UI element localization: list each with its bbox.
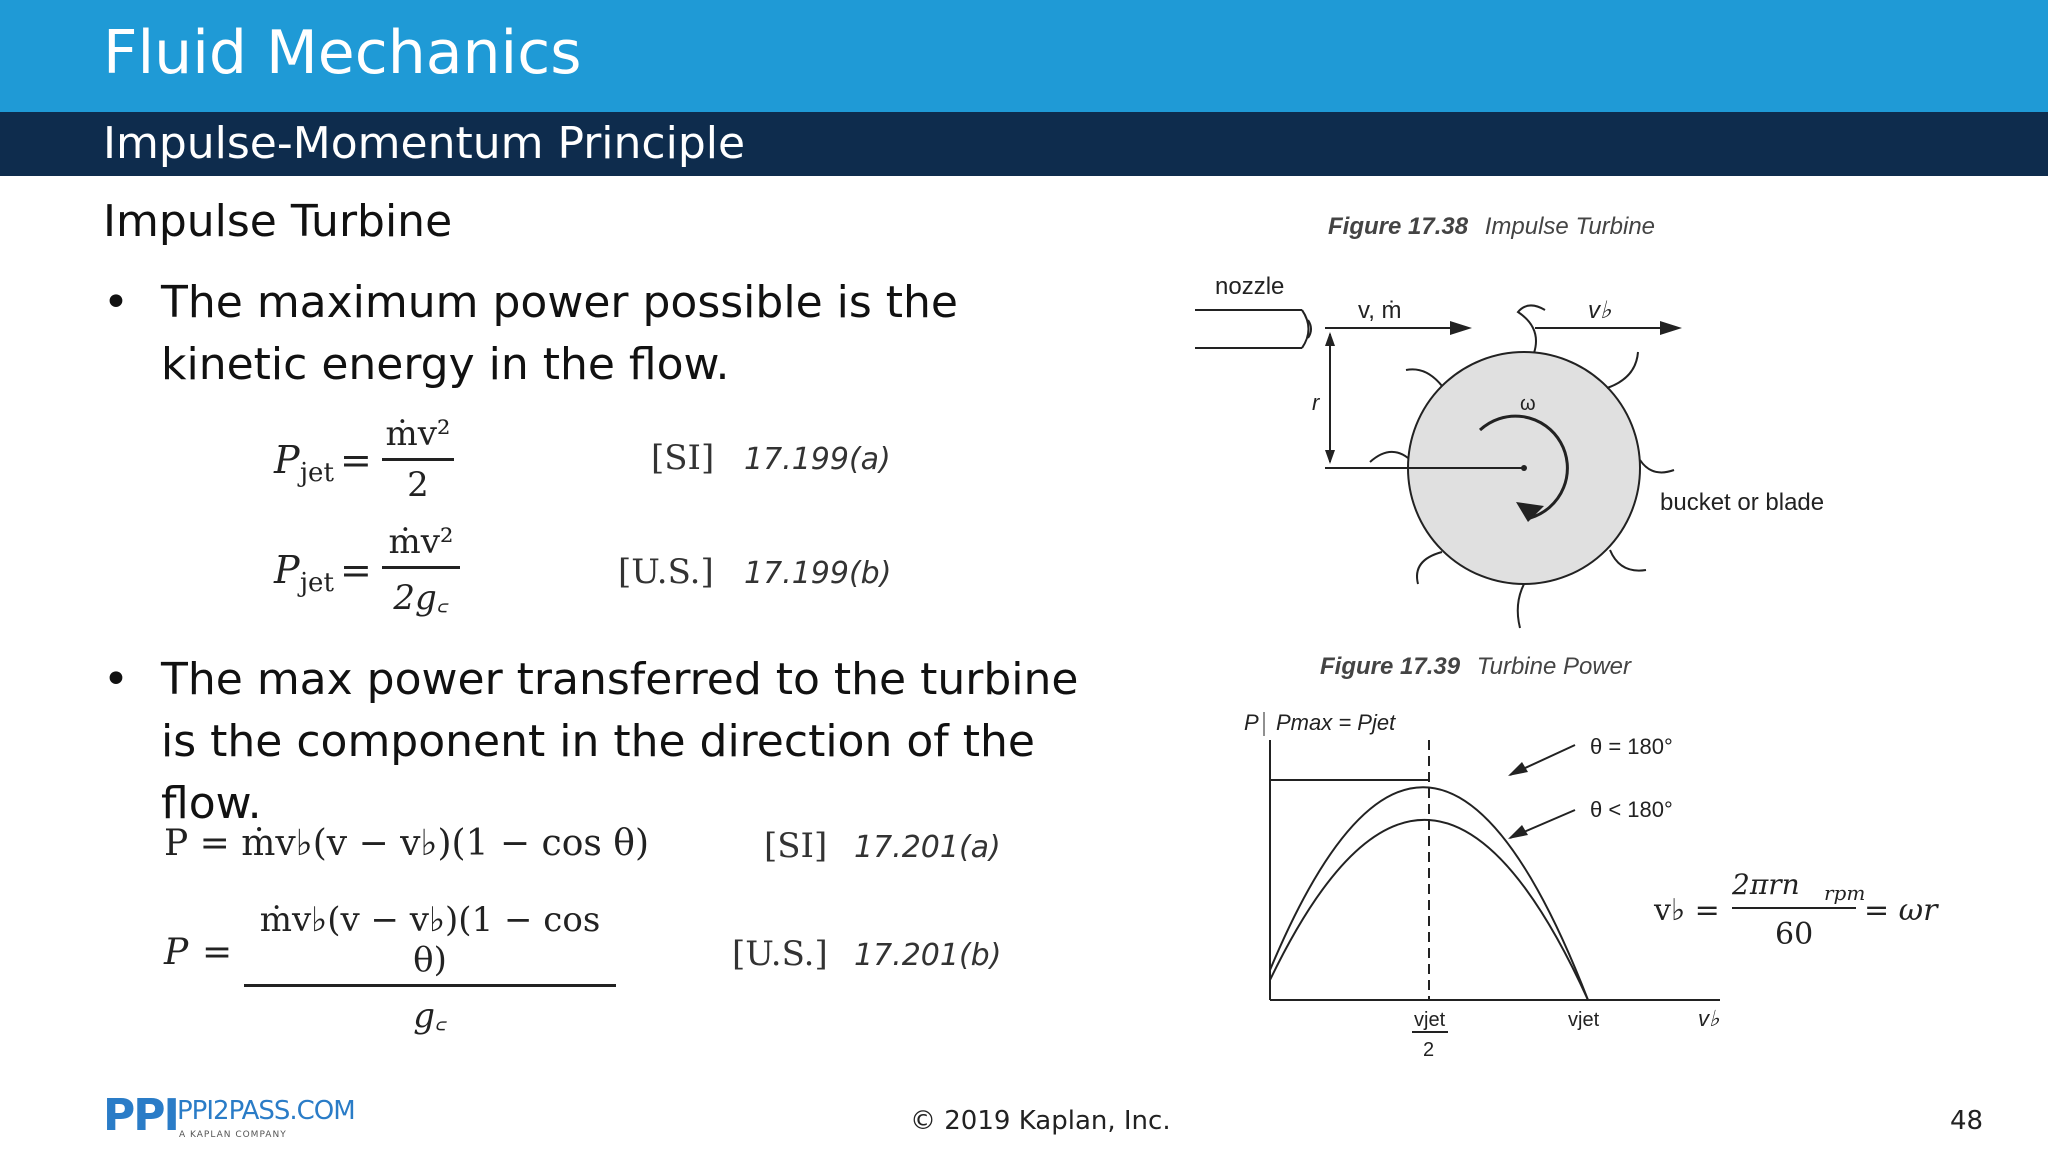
y-axis-label: P bbox=[1244, 710, 1259, 735]
bullet-text: The maximum power possible is the kinetic energy in the flow. bbox=[161, 277, 958, 390]
nozzle-label: nozzle bbox=[1215, 273, 1285, 300]
theta-less-arrowhead bbox=[1508, 825, 1528, 839]
eq-unit-us: [U.S.] bbox=[618, 552, 714, 592]
eq-operator: = bbox=[340, 548, 372, 592]
eq-unit-us: [U.S.] bbox=[732, 934, 828, 974]
eq-lhs-var: P bbox=[274, 548, 300, 592]
eq-unit-si: [SI] bbox=[764, 826, 828, 866]
formula-numerator: 2πrn bbox=[1732, 868, 1800, 901]
omega-label: ω bbox=[1520, 393, 1536, 415]
figure-caption-1 bbox=[1328, 213, 1655, 240]
logo-subtitle: A KAPLAN COMPANY bbox=[179, 1130, 287, 1140]
figure-title: Impulse Turbine bbox=[1484, 213, 1656, 240]
x-axis-label: v♭ bbox=[1698, 1006, 1720, 1031]
formula-lhs: v♭ = bbox=[1654, 893, 1720, 928]
nozzle-shape bbox=[1195, 310, 1311, 348]
theta180-arrowhead bbox=[1508, 762, 1528, 776]
bullet-text: The max power transferred to the turbine is the component in the direction of the flow. bbox=[161, 654, 1079, 829]
copyright-text: © 2019 Kaplan, Inc. bbox=[910, 1106, 1171, 1136]
eq-numerator: ṁv² bbox=[385, 414, 451, 454]
eq-fraction-bar bbox=[382, 566, 460, 569]
slide-title: Fluid Mechanics bbox=[103, 18, 582, 88]
formula-numerator-sub: rpm bbox=[1824, 881, 1866, 905]
theta180-label: θ = 180° bbox=[1590, 734, 1673, 759]
formula-denominator: 60 bbox=[1775, 917, 1814, 952]
blade-velocity-label: v♭ bbox=[1588, 297, 1612, 324]
eq-lhs-var: P bbox=[274, 438, 300, 482]
eq-number: 17.199(a) bbox=[744, 442, 891, 477]
eq-number: 17.199(b) bbox=[744, 556, 892, 591]
radius-label: r bbox=[1312, 390, 1320, 415]
blade-velocity-arrowhead bbox=[1660, 321, 1682, 335]
slide-subtitle: Impulse-Momentum Principle bbox=[103, 118, 746, 169]
figures-panel bbox=[1180, 200, 1980, 1070]
page-number: 48 bbox=[1950, 1106, 1984, 1136]
eq-denominator: 2 bbox=[407, 465, 429, 505]
section-heading: Impulse Turbine bbox=[103, 196, 453, 247]
figure-number: Figure 17.39 bbox=[1320, 653, 1461, 680]
eq-denominator: g꜀ bbox=[413, 996, 447, 1036]
eq-lhs-sub: jet bbox=[300, 458, 334, 488]
tick-vjet-half-num: vjet bbox=[1414, 1009, 1446, 1031]
wheel-center bbox=[1521, 465, 1527, 471]
bullet-marker: • bbox=[103, 277, 129, 328]
figure-caption-2 bbox=[1320, 653, 1632, 680]
tick-vjet: vjet bbox=[1568, 1009, 1600, 1031]
eq-fraction bbox=[382, 414, 454, 505]
eq-number: 17.201(a) bbox=[854, 830, 1001, 865]
eq-number: 17.201(b) bbox=[854, 938, 1002, 973]
eq-lhs-var: P bbox=[164, 932, 189, 973]
eq-operator: = bbox=[202, 932, 233, 973]
logo-mark: PPI bbox=[103, 1090, 178, 1141]
equation-17-201b bbox=[164, 900, 624, 1036]
eq-unit-si: [SI] bbox=[651, 438, 715, 478]
eq-fraction-bar bbox=[382, 458, 454, 461]
eq-operator: = bbox=[340, 438, 372, 482]
pmax-label: Pmax = Pjet bbox=[1276, 710, 1396, 735]
logo-site-text: PPI2PASS.COM bbox=[177, 1096, 355, 1126]
figure-title: Turbine Power bbox=[1476, 653, 1632, 680]
ppi-logo[interactable] bbox=[103, 1090, 355, 1141]
blade-velocity-formula bbox=[1653, 868, 1939, 952]
eq-lhs-sub: jet bbox=[300, 568, 334, 598]
eq-denominator: 2g꜀ bbox=[393, 578, 449, 618]
bullet-item bbox=[103, 649, 1083, 829]
equation-17-199a bbox=[274, 414, 694, 514]
eq-fraction-bar bbox=[244, 984, 616, 987]
jet-label: v, ṁ bbox=[1358, 297, 1402, 324]
eq-fraction bbox=[244, 900, 616, 1037]
radius-arrow-top bbox=[1325, 332, 1335, 346]
figure-number: Figure 17.38 bbox=[1328, 213, 1469, 240]
eq-numerator: ṁv♭(v − v♭)(1 − cos θ) bbox=[259, 900, 601, 980]
theta-less-label: θ < 180° bbox=[1590, 797, 1673, 822]
eq-numerator: ṁv² bbox=[388, 522, 454, 562]
radius-arrow-bottom bbox=[1325, 450, 1335, 464]
bullet-item bbox=[103, 272, 1083, 402]
equation-17-201a: P = ṁv♭(v − v♭)(1 − cos θ) bbox=[164, 823, 649, 864]
bullet-marker: • bbox=[103, 654, 129, 705]
tick-vjet-half-den: 2 bbox=[1423, 1039, 1435, 1061]
formula-rhs: = ωr bbox=[1864, 893, 1938, 928]
bucket-label: bucket or blade bbox=[1660, 489, 1825, 516]
eq-fraction bbox=[382, 522, 460, 619]
jet-arrowhead bbox=[1450, 321, 1472, 335]
